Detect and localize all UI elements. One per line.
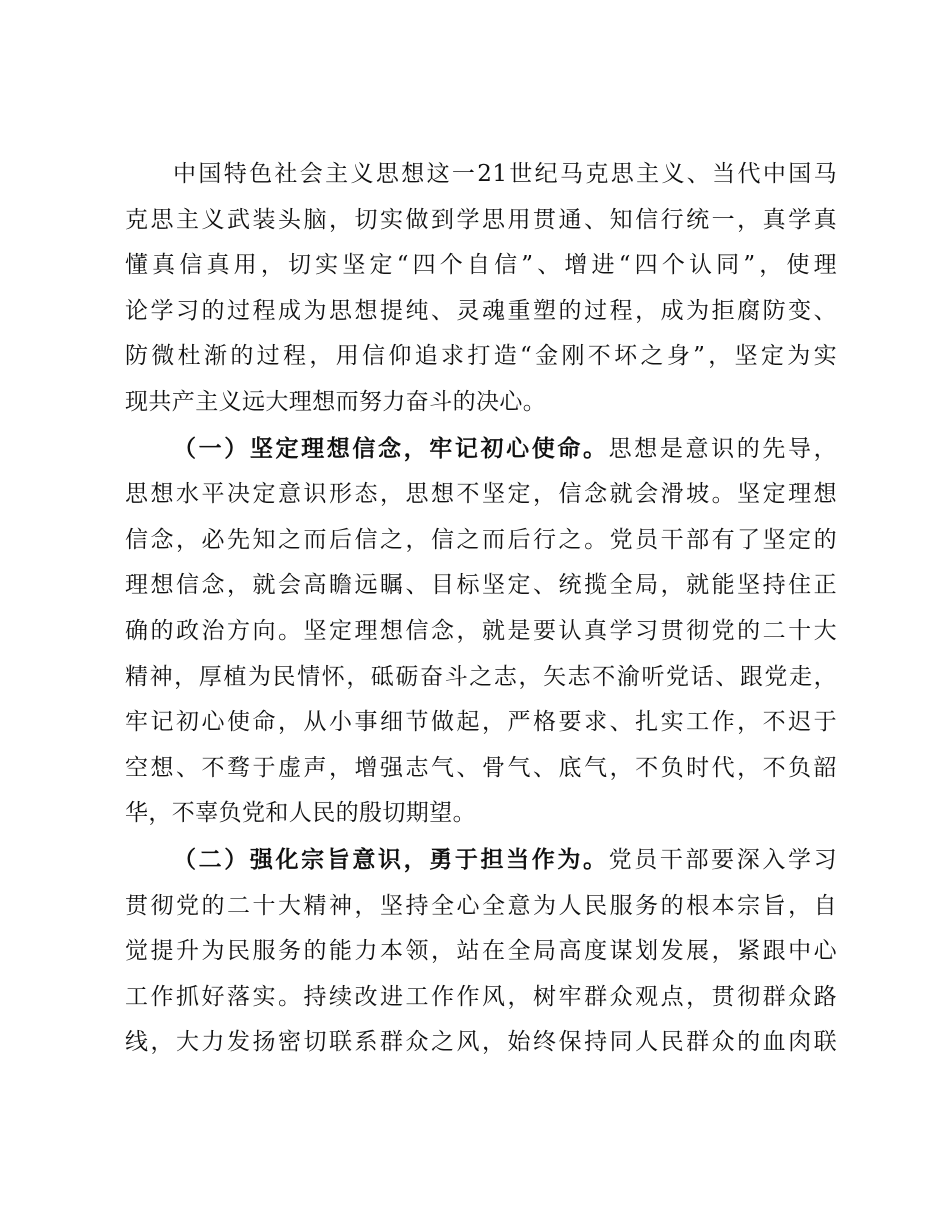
paragraph-line: 论学习的过程成为思想提纯、灵魂重塑的过程，成为拒腐防变、 (125, 297, 837, 324)
paragraph-line: 现共产主义远大理想而努力奋斗的决心。 (125, 388, 547, 415)
paragraph-line: 空想、不骛于虚声，增强志气、骨气、底气，不负时代，不负韶 (125, 754, 837, 781)
paragraph-line: 华，不辜负党和人民的殷切期望。 (125, 800, 476, 827)
paragraph-line: 精神，厚植为民情怀，砥砺奋斗之志，矢志不渝听党话、跟党走， (125, 663, 837, 690)
intro-paragraph (125, 152, 837, 426)
paragraph-line: 觉提升为民服务的能力本领，站在全局高度谋划发展，紧跟中心 (125, 938, 837, 965)
paragraph-line: 牢记初心使命，从小事细节做起，严格要求、扎实工作，不迟于 (125, 709, 837, 736)
paragraph-line: 克思主义武装头脑，切实做到学思用贯通、知信行统一，真学真 (125, 206, 837, 233)
section-1-heading: （一）坚定理想信念，牢记初心使命。 (173, 434, 609, 462)
paragraph-line: 确的政治方向。坚定理想信念，就是要认真学习贯彻党的二十大 (125, 617, 837, 644)
section-2-first-line-text: 党员干部要深入学习 (608, 846, 837, 873)
document-body (125, 152, 837, 1066)
paragraph-line: 懂真信真用，切实坚定“四个自信”、增进“四个认同”，使理 (125, 252, 837, 279)
paragraph-line: 思想水平决定意识形态，思想不坚定，信念就会滑坡。坚定理想 (125, 481, 837, 508)
section-1-paragraph (125, 426, 837, 837)
section-heading-line (125, 426, 837, 473)
section-heading-line (125, 837, 837, 884)
section-1-first-line-text: 思想是意识的先导， (608, 435, 837, 462)
section-2-heading: （二）强化宗旨意识，勇于担当作为。 (173, 845, 609, 873)
paragraph-line: 理想信念，就会高瞻远瞩、目标坚定、统揽全局，就能坚持住正 (125, 572, 837, 599)
paragraph-line: 线，大力发扬密切联系群众之风，始终保持同人民群众的血肉联 (125, 1029, 837, 1056)
paragraph-line: 工作抓好落实。持续改进工作作风，树牢群众观点，贯彻群众路 (125, 983, 837, 1010)
section-2-paragraph (125, 837, 837, 1066)
paragraph-line: 信念，必先知之而后信之，信之而后行之。党员干部有了坚定的 (125, 526, 837, 553)
paragraph-line: 贯彻党的二十大精神，坚持全心全意为人民服务的根本宗旨，自 (125, 892, 837, 919)
paragraph-line: 防微杜渐的过程，用信仰追求打造“金刚不坏之身”，坚定为实 (125, 343, 837, 370)
paragraph-line: 中国特色社会主义思想这一21世纪马克思主义、当代中国马 (173, 161, 837, 187)
